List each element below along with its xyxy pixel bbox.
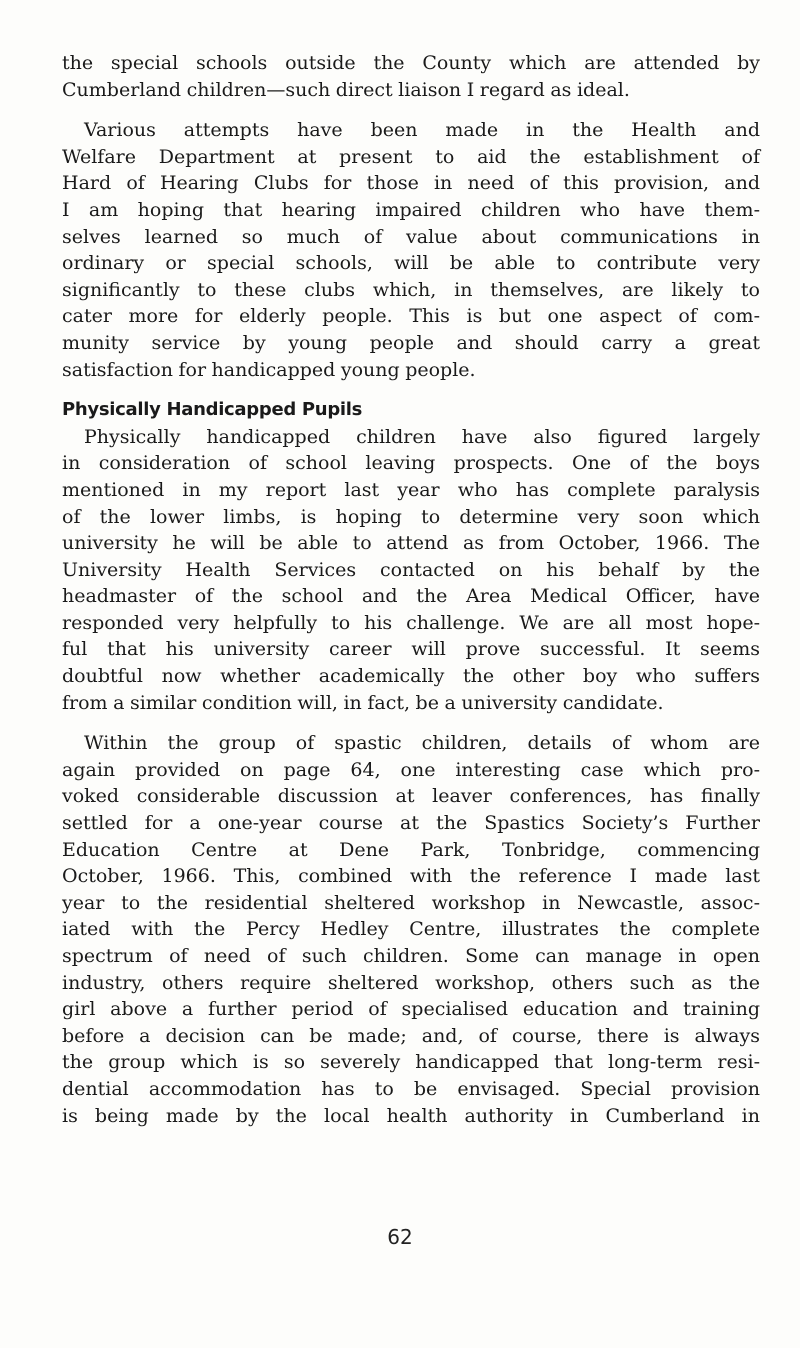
text-line: the group which is so severely handicapped that long-term resi-: [62, 1051, 760, 1074]
text-line: Cumberland children—such direct liaison I regard as ideal.: [62, 78, 630, 101]
text-line: Hard of Hearing Clubs for those in need of this provision, and: [62, 172, 760, 195]
text-line: selves learned so much of value about communications in: [62, 225, 760, 248]
text-line: Within the group of spastic children, details of whom are: [84, 732, 760, 755]
text-line: University Health Services contacted on his behalf by the: [62, 558, 760, 581]
text-line: university he will be able to attend as from October, 1966. The: [62, 532, 760, 555]
paragraph-spastic-children: [62, 730, 760, 1129]
text-line: girl above a further period of specialised education and training: [62, 998, 760, 1021]
text-line: year to the residential sheltered workshop in Newcastle, assoc-: [62, 891, 760, 914]
paragraph-hearing-clubs: [62, 117, 760, 383]
text-line: October, 1966. This, combined with the reference I made last: [62, 865, 760, 888]
text-line: Various attempts have been made in the Health and: [84, 119, 760, 142]
text-line: industry, others require sheltered workshop, others such as the: [62, 971, 760, 994]
text-line: I am hoping that hearing impaired children who have them-: [62, 198, 760, 221]
text-line: in consideration of school leaving prospects. One of the boys: [62, 452, 760, 475]
text-line: Physically handicapped children have also figured largely: [84, 425, 760, 448]
text-line: again provided on page 64, one interesting case which pro-: [62, 758, 760, 781]
text-line: Welfare Department at present to aid the establishment of: [62, 145, 760, 168]
section-heading: Physically Handicapped Pupils: [62, 399, 363, 421]
text-line: mentioned in my report last year who has complete paralysis: [62, 478, 760, 501]
paragraph-physically-handicapped: [62, 424, 760, 717]
text-line: of the lower limbs, is hoping to determine very soon which: [62, 505, 760, 528]
text-line: the special schools outside the County which are attended by: [62, 52, 760, 74]
text-line: ordinary or special schools, will be able to contribute very: [62, 252, 760, 275]
document-page: [62, 50, 760, 1129]
text-line: headmaster of the school and the Area Medical Officer, have: [62, 585, 760, 608]
text-line: iated with the Percy Hedley Centre, illustrates the complete: [62, 918, 760, 941]
page-number: 62: [387, 1225, 413, 1249]
text-line: doubtful now whether academically the other boy who suffers: [62, 665, 760, 688]
text-line: is being made by the local health authority in Cumberland in: [62, 1104, 760, 1127]
text-line: dential accommodation has to be envisaged. Special provision: [62, 1077, 760, 1100]
text-line: responded very helpfully to his challenge. We are all most hope-: [62, 611, 760, 634]
text-line: cater more for elderly people. This is but one aspect of com-: [62, 305, 760, 328]
text-line: significantly to these clubs which, in themselves, are likely to: [62, 278, 760, 301]
paragraph-continuation: [62, 50, 760, 103]
text-line: satisfaction for handicapped young people.: [62, 358, 476, 381]
text-line: munity service by young people and should carry a great: [62, 331, 760, 354]
text-line: Education Centre at Dene Park, Tonbridge, commencing: [62, 838, 760, 861]
text-line: from a similar condition will, in fact, be a university candidate.: [62, 691, 664, 714]
text-line: before a decision can be made; and, of course, there is always: [62, 1024, 760, 1047]
text-line: spectrum of need of such children. Some can manage in open: [62, 945, 760, 967]
text-line: voked considerable discussion at leaver conferences, has finally: [62, 785, 760, 808]
text-line: ful that his university career will prove successful. It seems: [62, 638, 760, 661]
text-line: settled for a one-year course at the Spastics Society’s Further: [62, 812, 760, 835]
